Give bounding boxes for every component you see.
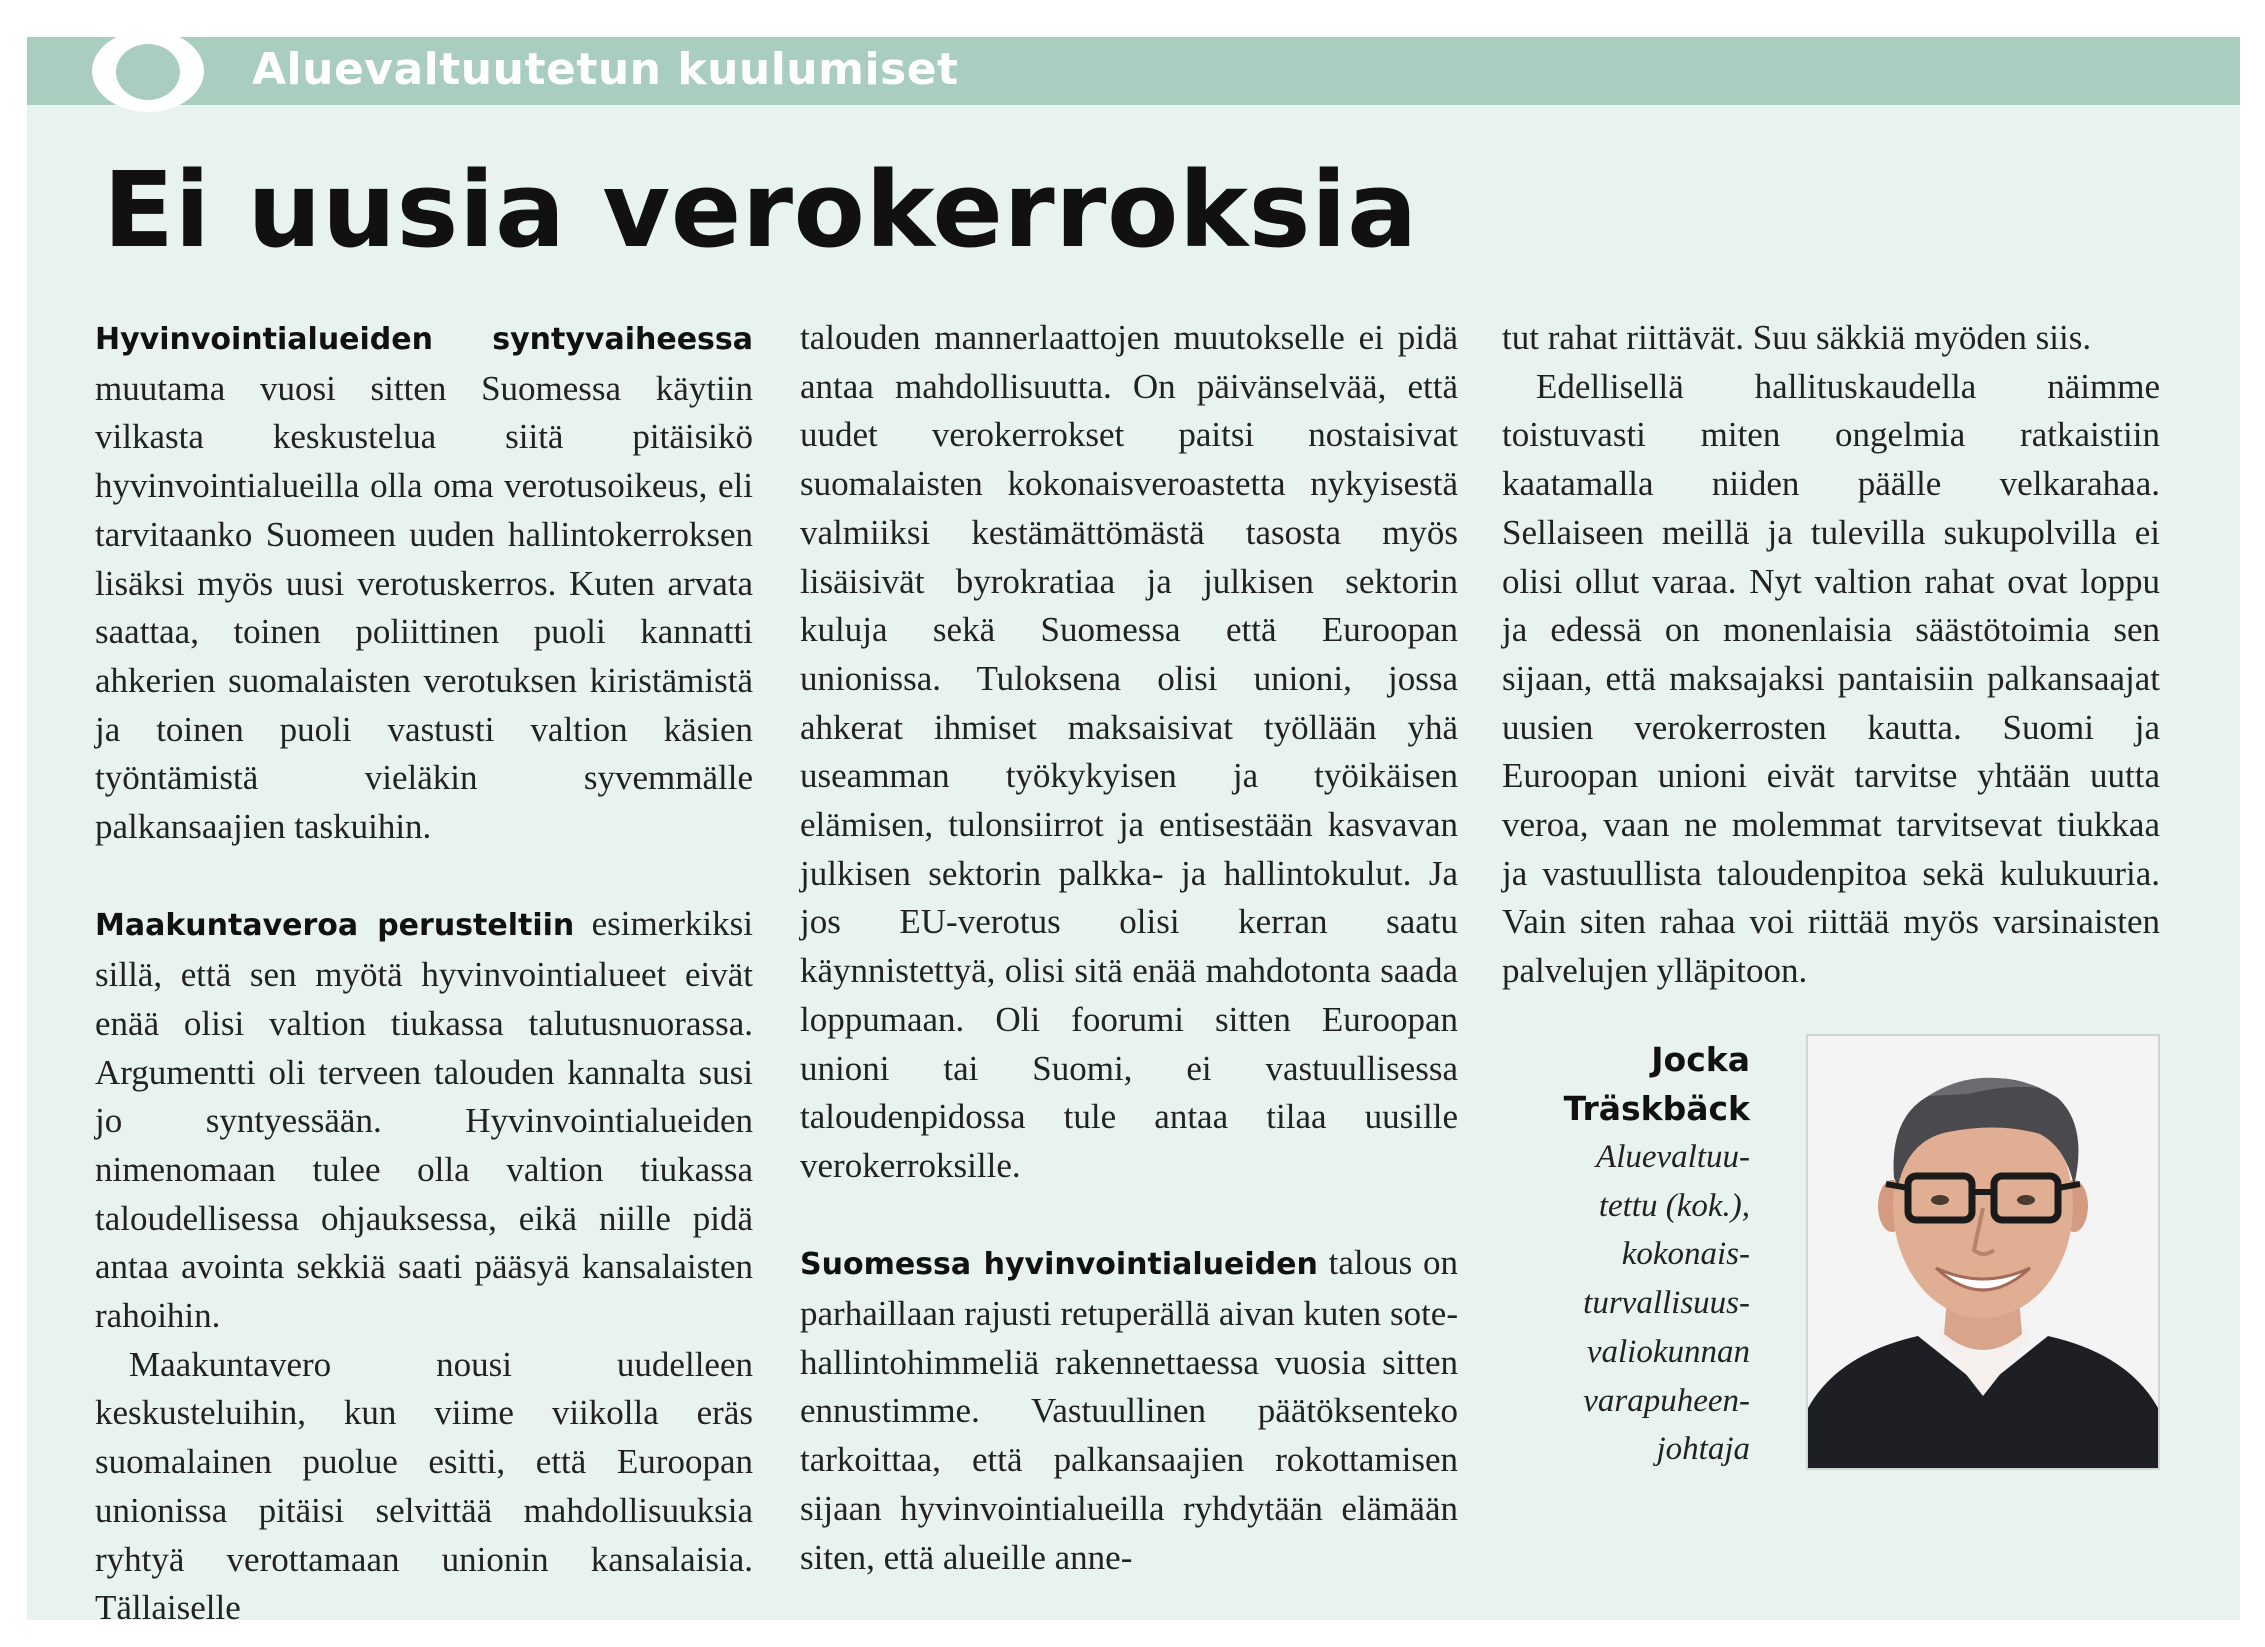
article-title: Ei uusia verokerroksia xyxy=(103,149,1418,271)
article-column-1 xyxy=(95,314,753,1633)
article-column-3 xyxy=(1502,314,2160,996)
person-portrait-icon xyxy=(1808,1036,2158,1468)
paragraph-text: esimerkiksi sillä, että sen myötä hyvinvointialueet eivät enää olisi valtion tiukassa talutusnuorassa. Argumentti oli terveen talouden kannalta susi jo syntyessään. Hyvinvointialueiden nimenomaan tulee olla valtion tiukassa taloudellisessa ohjauksessa, eikä niille pidä antaa avointa sekkiä saati pääsyä kansalaisten rahoihin. xyxy=(95,904,753,1336)
author-role-line: valiokunnan xyxy=(1586,1333,1750,1370)
paragraph-text: muutama vuosi sitten Suomessa käytiin vilkasta keskustelua siitä pitäisikö hyvinvointialueilla olla oma verotusoikeus, eli tarvitaanko Suomeen uuden hallintokerroksen lisäksi myös uusi verotuskerros. Kuten arvata saattaa, toinen poliittinen puoli kannatti ahkerien suomalaisten verotuksen kiristämistä ja toinen puoli vastusti valtion käsien työntämistä vieläkin syvemmälle palkansaajien taskuihin. xyxy=(95,368,753,847)
author-role-line: tettu (kok.), xyxy=(1598,1187,1750,1224)
circle-dot-icon xyxy=(116,44,180,100)
paragraph-text: Maakuntavero nousi uudelleen keskusteluihin, kun viime viikolla eräs suomalainen puolue esitti, että Euroopan unionissa pitäisi selvittää mahdollisuuksia ryhtyä verottamaan unionin kansalaisia. Tällaiselle xyxy=(95,1344,753,1628)
paragraph-1 xyxy=(95,314,753,852)
paragraph-text: Edellisellä hallituskaudella näimme toistuvasti miten ongelmia ratkaistiin kaatamalla niiden päälle velkarahaa. Sellaiseen meillä ja tulevilla sukupolvilla ei olisi ollut varaa. Nyt valtion rahat ovat loppu ja edessä on monenlaisia säästötoimia sen sijaan, että maksajaksi pantaisiin palkansaajat uusien verokerrosten kautta. Suomi ja Euroopan unioni eivät tarvitse yhtään uutta veroa, vaan ne molemmat tarvitsevat tiukkaa ja vastuullista taloudenpitoa sekä kulukuuria. Vain siten rahaa voi riittää myös varsinaisten palvelujen ylläpitoon. xyxy=(1502,366,2160,991)
author-role-line: johtaja xyxy=(1656,1431,1750,1468)
author-role-line: Aluevaltuu- xyxy=(1596,1139,1750,1175)
section-label: Aluevaltuutetun kuulumiset xyxy=(252,44,959,95)
paragraph-3 xyxy=(95,1341,753,1633)
paragraph-2 xyxy=(95,900,753,1340)
author-role-line: varapuheen- xyxy=(1583,1382,1750,1419)
author-role-line: kokonais- xyxy=(1621,1236,1750,1273)
author-byline xyxy=(1500,1035,1750,1474)
author-role-line: turvallisuus- xyxy=(1583,1285,1750,1322)
author-photo xyxy=(1806,1034,2160,1470)
article-column-2 xyxy=(800,314,1458,1582)
paragraph-6 xyxy=(1502,314,2160,363)
paragraph-7 xyxy=(1502,363,2160,996)
paragraph-text: talous on parhaillaan rajusti retuperällä aivan kuten sote-hallintohimmeliä rakennettaessa vuosia sitten ennustimme. Vastuullinen päätöksenteko tarkoittaa, että palkansaajien rokottamisen sijaan hyvinvointialueilla ryhdytään elämään siten, että alueille anne- xyxy=(800,1243,1458,1577)
paragraph-lead: Hyvinvointialueiden syntyvaiheessa xyxy=(95,322,753,357)
author-name-first: Jocka xyxy=(1651,1040,1750,1079)
paragraph-4 xyxy=(800,314,1458,1191)
paragraph-text: tut rahat riittävät. Suu säkkiä myöden siis. xyxy=(1502,318,2092,357)
paragraph-lead: Maakuntaveroa perusteltiin xyxy=(95,908,575,944)
paragraph-text: talouden mannerlaattojen muutokselle ei pidä antaa mahdollisuutta. On päivänselvää, että uudet verokerrokset paitsi nostaisivat suomalaisten kokonaisveroastetta nykyisestä valmiiksi kestämättömästä tasosta myös lisäisivät byrokratiaa ja julkisen sektorin kuluja sekä Suomessa että Euroopan unionissa. Tuloksena olisi unioni, jossa ahkerat ihmiset maksaisivat työllään yhä useamman työkykyisen ja työikäisen elämisen, tulonsiirrot ja entisestään kasvavan julkisen sektorin palkka- ja hallintokulut. Ja jos EU-verotus olisi kerran saatu käynnistettyä, olisi sitä enää mahdotonta saada loppumaan. Oli foorumi sitten Euroopan unioni tai Suomi, ei vastuullisessa taloudenpidossa tule antaa tilaa uusille verokerroksille. xyxy=(800,318,1458,1185)
author-name-last: Träskbäck xyxy=(1563,1089,1750,1128)
paragraph-lead: Suomessa hyvinvointialueiden xyxy=(800,1247,1318,1283)
paragraph-5 xyxy=(800,1239,1458,1582)
